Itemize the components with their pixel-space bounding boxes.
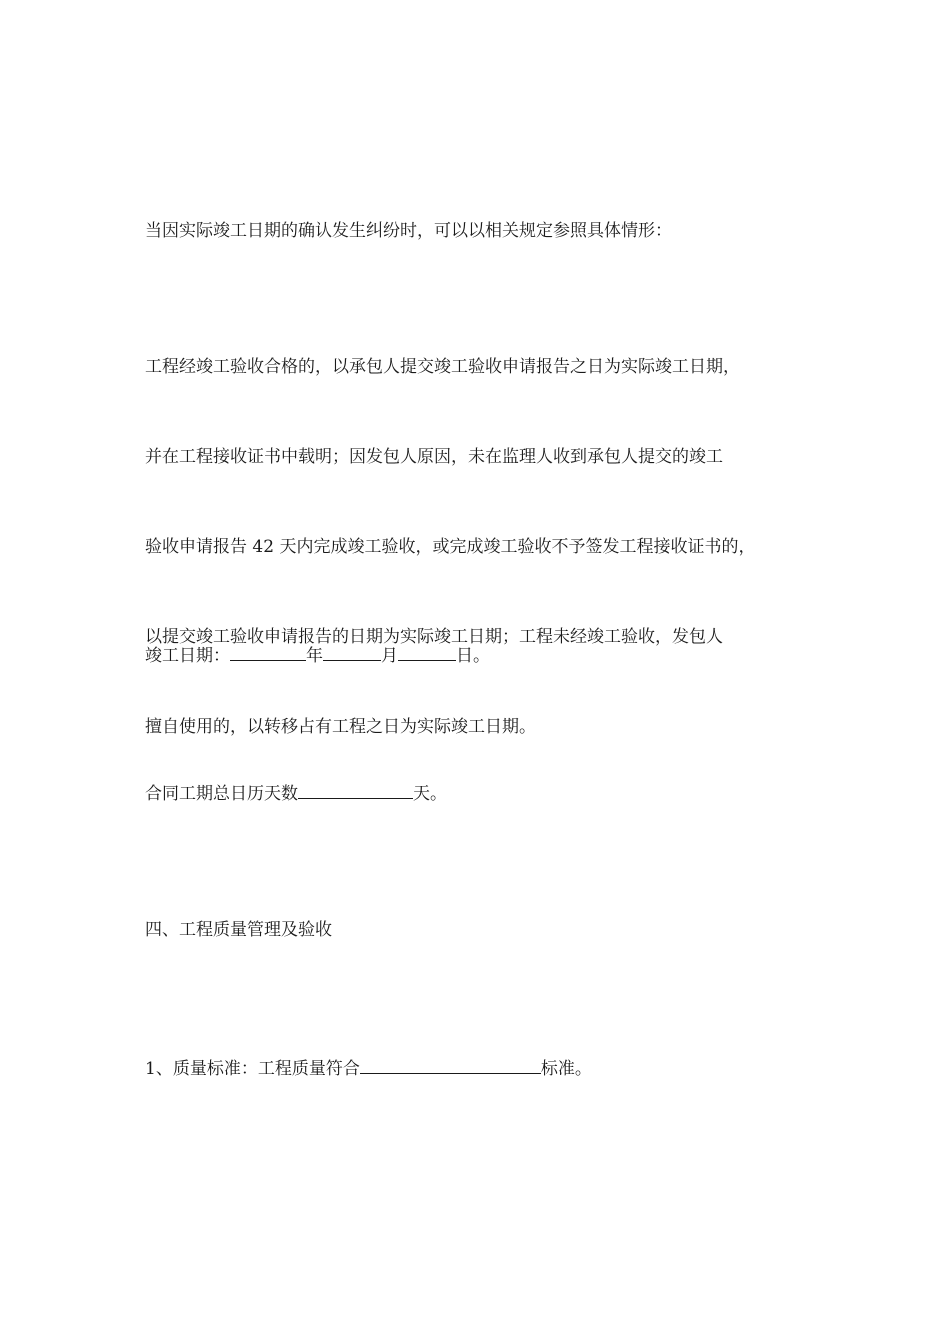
quality-standard-blank[interactable] — [360, 1056, 541, 1074]
quality-label: 1、质量标准：工程质量符合 — [145, 1059, 360, 1079]
quality-suffix: 标准。 — [540, 1059, 592, 1079]
rules-line-4: 以提交竣工验收申请报告的日期为实际竣工日期；工程未经竣工验收，发包人 — [145, 627, 723, 647]
year-label: 年 — [306, 646, 323, 666]
quality-standard-line — [145, 994, 810, 1144]
day-label: 日。 — [456, 646, 490, 666]
contract-days-label: 合同工期总日历天数 — [145, 784, 298, 804]
rules-line-2: 并在工程接收证书中载明；因发包人原因，未在监理人收到承包人提交的竣工 — [145, 447, 723, 467]
year-blank[interactable] — [230, 643, 306, 661]
rules-line-1: 工程经竣工验收合格的，以承包人提交竣工验收申请报告之日为实际竣工日期， — [145, 357, 740, 377]
completion-date-label: 竣工日期： — [145, 646, 230, 666]
day-blank[interactable] — [398, 643, 456, 661]
contract-days-line — [145, 719, 810, 869]
intro-text: 当因实际竣工日期的确认发生纠纷时，可以以相关规定参照具体情形： — [145, 221, 672, 241]
rules-line-3: 验收申请报告 42 天内完成竣工验收，或完成竣工验收不予签发工程接收证书的， — [145, 537, 756, 557]
intro-paragraph — [145, 156, 810, 306]
month-blank[interactable] — [323, 643, 381, 661]
contract-days-suffix: 天。 — [413, 784, 447, 804]
month-label: 月 — [381, 646, 398, 666]
section-4-heading — [145, 855, 810, 1005]
section-4-title: 四、工程质量管理及验收 — [145, 920, 332, 940]
contract-days-blank[interactable] — [298, 781, 413, 799]
completion-date-line — [145, 581, 810, 731]
rules-line-5: 擅自使用的，以转移占有工程之日为实际竣工日期。 — [145, 717, 536, 737]
